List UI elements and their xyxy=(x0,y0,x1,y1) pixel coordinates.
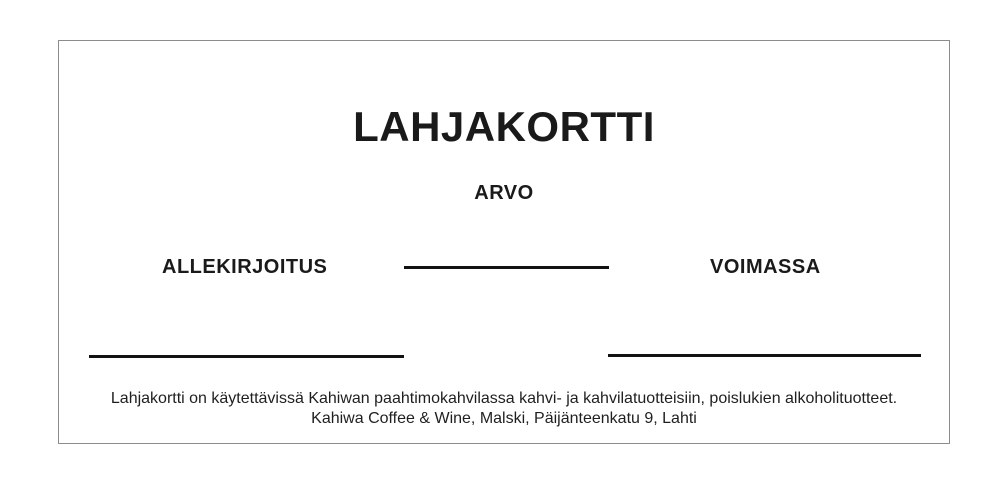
footer-line-1: Lahjakortti on käytettävissä Kahiwan paahtimokahvilassa kahvi- ja kahvilatuotteisiin, poislukien alkoholituotteet. xyxy=(110,390,898,407)
footer-note xyxy=(59,389,949,429)
footer-line-2: Kahiwa Coffee & Wine, Malski, Päijänteenkatu 9, Lahti xyxy=(311,410,697,427)
validity-write-line xyxy=(608,354,921,357)
value-label: ARVO xyxy=(474,182,534,204)
gift-card xyxy=(58,40,950,444)
signature-write-line xyxy=(89,355,404,358)
card-title: LAHJAKORTTI xyxy=(353,103,655,150)
signature-label: ALLEKIRJOITUS xyxy=(162,256,328,278)
validity-label: VOIMASSA xyxy=(710,256,821,278)
value-write-line xyxy=(404,266,609,269)
